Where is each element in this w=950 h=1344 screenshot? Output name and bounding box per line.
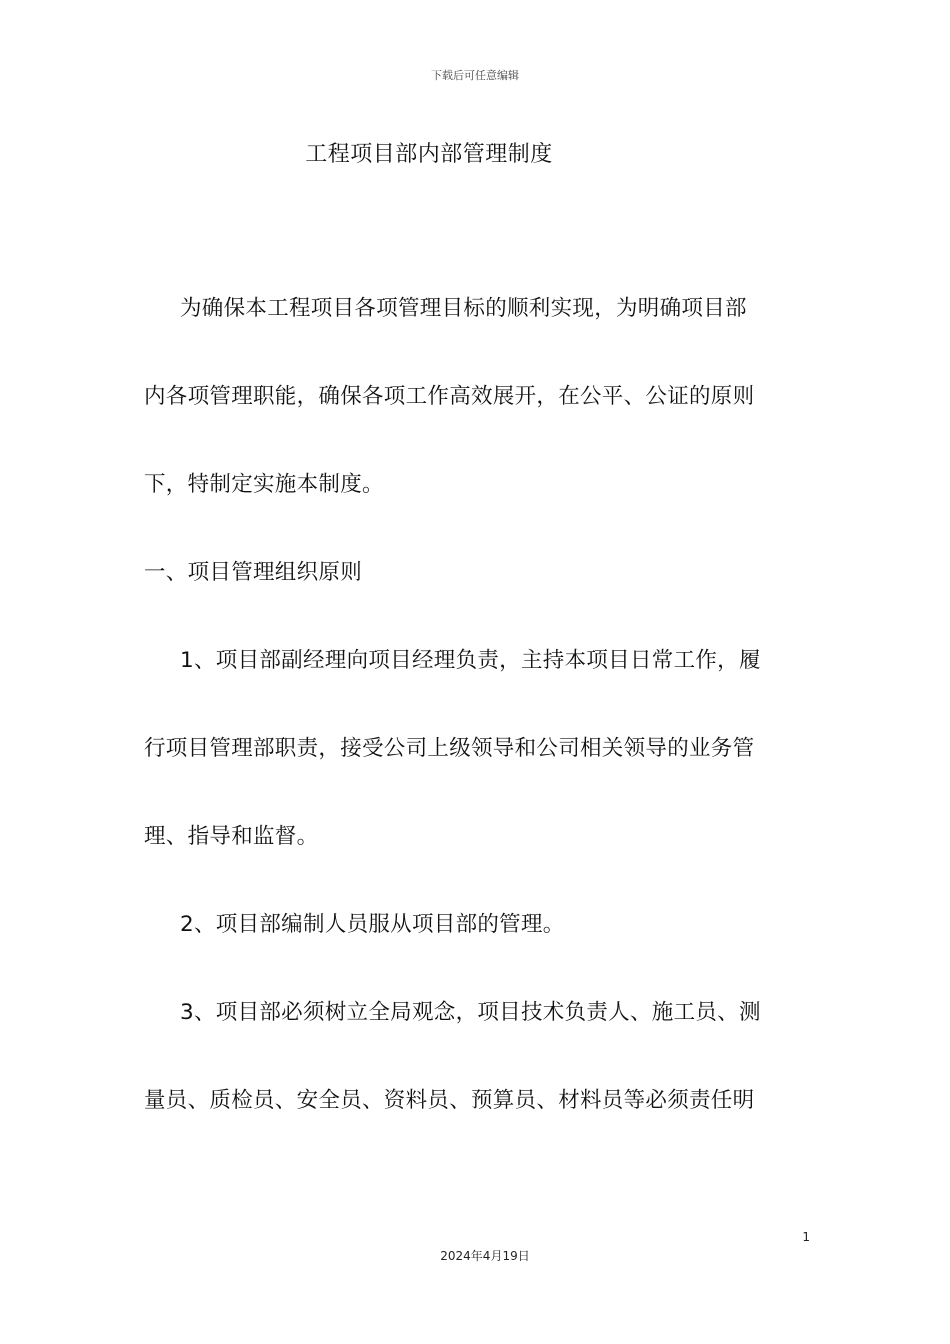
paragraph-line: 下，特制定实施本制度。: [144, 472, 384, 497]
footer-date: 2024年4月19日: [440, 1249, 530, 1263]
header-note: 下载后可任意编辑: [431, 69, 519, 82]
paragraph-line: 为确保本工程项目各项管理目标的顺利实现，为明确项目部: [180, 296, 747, 321]
paragraph-line: 2、项目部编制人员服从项目部的管理。: [180, 912, 565, 937]
paragraph-line: 3、项目部必须树立全局观念，项目技术负责人、施工员、测: [180, 1000, 761, 1025]
paragraph-line: 内各项管理职能，确保各项工作高效展开，在公平、公证的原则: [144, 384, 755, 409]
paragraph-line: 行项目管理部职责，接受公司上级领导和公司相关领导的业务管: [144, 736, 755, 761]
document-title: 工程项目部内部管理制度: [305, 142, 553, 167]
page-number: 1: [802, 1230, 810, 1244]
paragraph-line: 量员、质检员、安全员、资料员、预算员、材料员等必须责任明: [144, 1088, 755, 1113]
section-heading: 一、项目管理组织原则: [144, 560, 363, 585]
paragraph-line: 理、指导和监督。: [144, 824, 319, 849]
paragraph-line: 1、项目部副经理向项目经理负责，主持本项目日常工作，履: [180, 648, 761, 673]
